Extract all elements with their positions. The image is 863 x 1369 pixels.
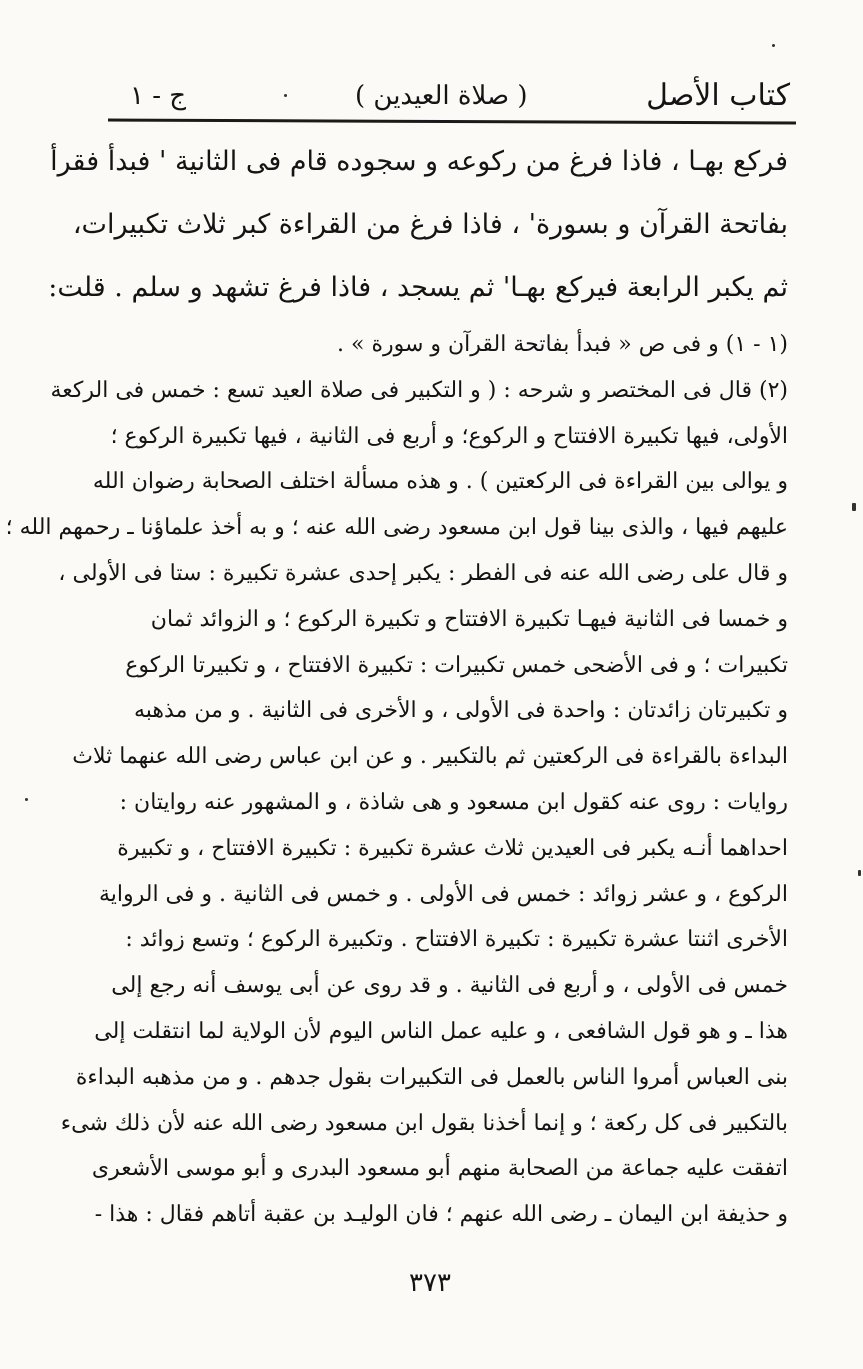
volume-number: ج - ١ [130, 81, 187, 111]
footnote-line: اتفقت عليه جماعة من الصحابة منهم أبو مسعود البدرى و أبو موسى الأشعرى [91, 1156, 788, 1182]
footnote-line: خمس فى الأولى ، و أربع فى الثانية . و قد روى عن أبى يوسف أنه رجع إلى [111, 973, 788, 999]
scan-speck [284, 94, 287, 97]
scan-speck [852, 503, 856, 511]
scan-speck [25, 798, 28, 801]
footnote-line: و يوالى بين القراءة فى الركعتين ) . و هذه مسألة اختلف الصحابة رضوان الله [92, 469, 788, 495]
main-text-line: ثم يكبر الرابعة فيركع بهـا' ثم يسجد ، فاذا فرغ تشهد و سلم . قلت: [48, 272, 788, 303]
page-number: ٣٧٣ [409, 1268, 451, 1298]
footnote-line: روايات : روى عنه كقول ابن مسعود و هى شاذة ، و المشهور عنه روايتان : [119, 789, 788, 815]
footnote-line: عليهم فيها ، والذى بينا قول ابن مسعود رضى الله عنه ؛ و به أخذ علماؤنا ـ رحمهم الله ؛ [5, 515, 788, 541]
footnotes [5, 322, 788, 1238]
main-text [48, 130, 788, 319]
scan-speck [858, 870, 861, 876]
footnote-line: الركوع ، و عشر زوائد : خمس فى الأولى . و خمس فى الثانية . و فى الرواية [98, 881, 788, 907]
footnote-line: و قال على رضى الله عنه فى الفطر : يكبر إحدى عشرة تكبيرة : ستا فى الأولى ، [58, 560, 788, 586]
running-head [110, 76, 790, 120]
footnote-line: و حذيفة ابن اليمان ـ رضى الله عنهم ؛ فان الوليـد بن عقبة أتاهم فقال : هذا - [94, 1202, 788, 1228]
footnote-line: تكبيرات ؛ و فى الأضحى خمس تكبيرات : تكبيرة الافتتاح ، و تكبيرتا الركوع [125, 652, 788, 678]
footnote-line: هذا ـ و هو قول الشافعى ، و عليه عمل الناس اليوم لأن الولاية لما انتقلت إلى [94, 1018, 788, 1044]
footnote-line: (٢) قال فى المختصر و شرحه : ( و التكبير فى صلاة العيد تسع : خمس فى الركعة [50, 377, 788, 403]
scan-speck [772, 44, 775, 47]
main-text-line: فركع بهـا ، فاذا فرغ من ركوعه و سجوده قام فى الثانية ' فبدأ فقرأ [50, 146, 788, 177]
footnote-line: الأخرى اثنتا عشرة تكبيرة : تكبيرة الافتتاح . وتكبيرة الركوع ؛ وتسع زوائد : [125, 927, 788, 953]
footnote-line: بالتكبير فى كل ركعة ؛ و إنما أخذنا بقول ابن مسعود رضى الله عنه لأن ذلك شىء [60, 1110, 788, 1136]
footnote-line: البداءة بالقراءة فى الركعتين ثم بالتكبير . و عن ابن عباس رضى الله عنهما ثلاث [72, 744, 788, 770]
footnote-line: الأولى، فيها تكبيرة الافتتاح و الركوع؛ و أربع فى الثانية ، فيها تكبيرة الركوع ؛ [110, 423, 788, 449]
footnote-line: احداهما أنـه يكبر فى العيدين ثلاث عشرة تكبيرة : تكبيرة الافتتاح ، و تكبيرة [117, 835, 788, 861]
footnote-line: و تكبيرتان زائدتان : واحدة فى الأولى ، و الأخرى فى الثانية . و من مذهبه [133, 698, 788, 724]
book-title: كتاب الأصل [646, 78, 790, 113]
main-text-line: بفاتحة القرآن و بسورة' ، فاذا فرغ من القراءة كبر ثلاث تكبيرات، [72, 209, 788, 240]
footnote-line: بنى العباس أمروا الناس بالعمل فى التكبيرات بقول جدهم . و من مذهبه البداءة [75, 1064, 788, 1090]
footnote-line: (١ - ١) و فى ص « فبدأ بفاتحة القرآن و سورة » . [337, 332, 788, 357]
footnote-line: و خمسا فى الثانية فيهـا تكبيرة الافتتاح و تكبيرة الركوع ؛ و الزوائد ثمان [150, 606, 788, 632]
chapter-title: ( صلاة العيدين ) [355, 81, 528, 111]
